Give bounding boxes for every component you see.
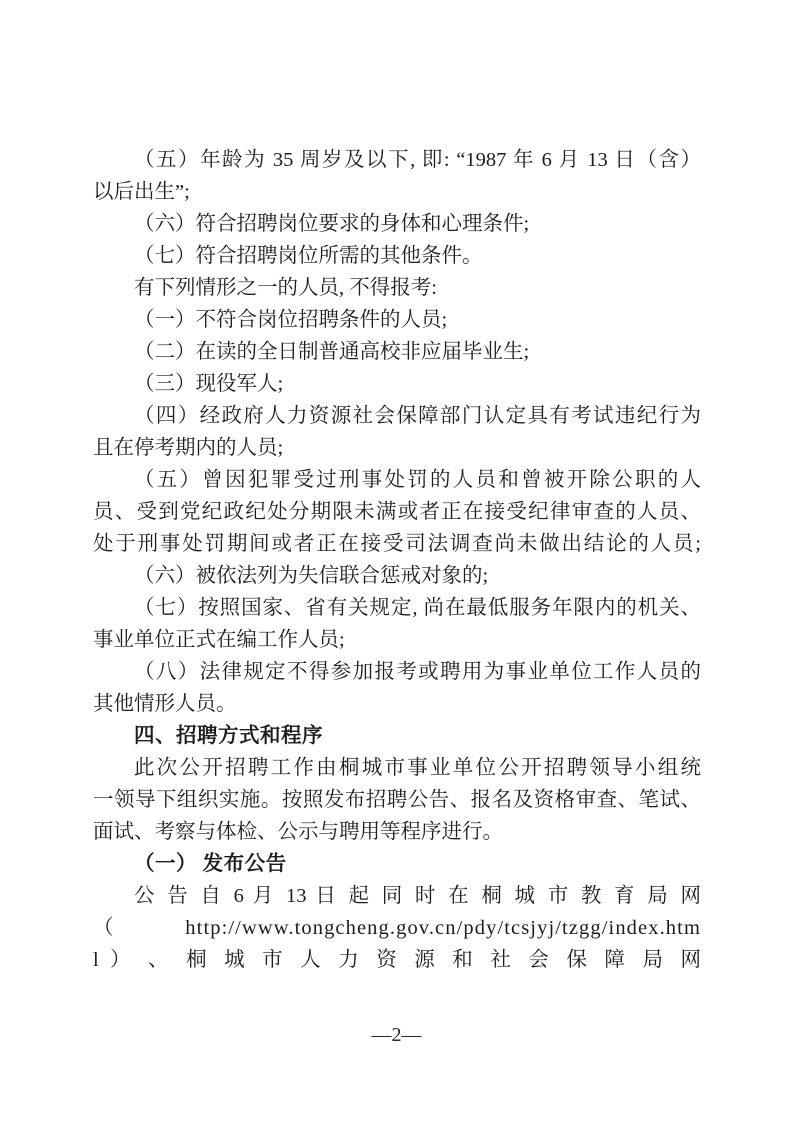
doc-line: 一领导下组织实施。按照发布招聘公告、报名及资格审查、笔试、 bbox=[93, 789, 701, 811]
doc-line: 且在停考期内的人员; bbox=[93, 437, 284, 459]
doc-line: 事业单位正式在编工作人员; bbox=[93, 629, 345, 651]
doc-line: l ） 、 桐 城 市 人 力 资 源 和 社 会 保 障 局 网 bbox=[93, 949, 701, 971]
doc-line: 有下列情形之一的人员, 不得报考: bbox=[134, 277, 437, 299]
doc-line: （七）按照国家、省有关规定, 尚在最低服务年限内的机关、 bbox=[134, 597, 701, 619]
doc-line: （四）经政府人力资源社会保障部门认定具有考试违纪行为 bbox=[134, 405, 701, 427]
doc-line: 公 告 自 6 月 13 日 起 同 时 在 桐 城 市 教 育 局 网 bbox=[134, 885, 701, 907]
doc-line: 处于刑事处罚期间或者正在接受司法调查尚未做出结论的人员; bbox=[93, 533, 701, 555]
subsection-heading-publish-announcement: （一） 发布公告 bbox=[134, 853, 287, 875]
doc-line: （三）现役军人; bbox=[134, 373, 284, 395]
doc-line: 员、受到党纪政纪处分期限未满或者正在接受纪律审查的人员、 bbox=[93, 501, 701, 523]
page-number: —2— bbox=[371, 1024, 422, 1046]
doc-line: （二）在读的全日制普通高校非应届毕业生; bbox=[134, 341, 530, 363]
doc-line: （一）不符合岗位招聘条件的人员; bbox=[134, 309, 448, 331]
doc-line: 其他情形人员。 bbox=[93, 693, 237, 715]
section-heading-recruitment-method: 四、招聘方式和程序 bbox=[134, 724, 323, 747]
doc-line: （七）符合招聘岗位所需的其他条件。 bbox=[134, 245, 483, 267]
doc-line: 以后出生”; bbox=[93, 181, 190, 203]
url-line: （http://www.tongcheng.gov.cn/pdy/tcsjyj/tzgg/index.htm bbox=[93, 917, 701, 939]
doc-line: 面试、考察与体检、公示与聘用等程序进行。 bbox=[93, 821, 503, 843]
doc-line: （五）年龄为 35 周岁及以下, 即: “1987 年 6 月 13 日（含） bbox=[134, 149, 701, 171]
doc-line: （六）被依法列为失信联合惩戒对象的; bbox=[134, 565, 489, 587]
doc-line: 此次公开招聘工作由桐城市事业单位公开招聘领导小组统 bbox=[134, 757, 701, 779]
doc-line: （五）曾因犯罪受过刑事处罚的人员和曾被开除公职的人 bbox=[134, 469, 701, 491]
doc-line: （八）法律规定不得参加报考或聘用为事业单位工作人员的 bbox=[134, 661, 701, 683]
doc-line: （六）符合招聘岗位要求的身体和心理条件; bbox=[134, 213, 530, 235]
document-body bbox=[93, 144, 701, 976]
